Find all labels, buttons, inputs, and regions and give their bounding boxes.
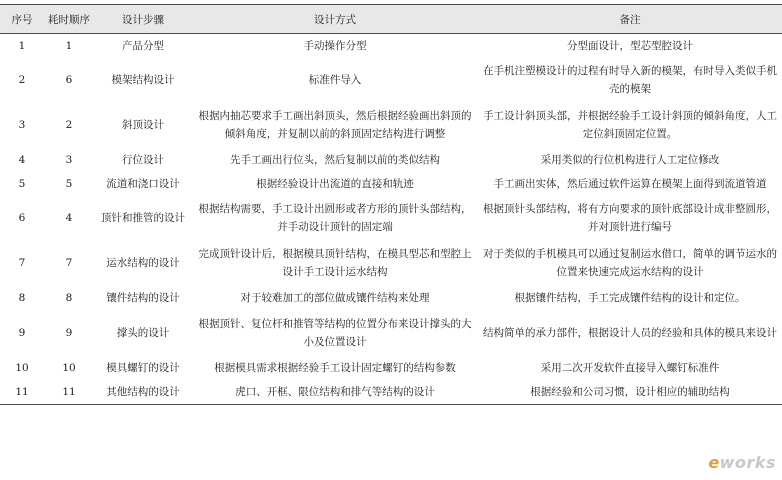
cell-remarks: 根据镶件结构，手工完成镶件结构的设计和定位。 (514, 292, 746, 304)
cell-time-order: 7 (65, 257, 73, 269)
cell-design-method: 根据顶针、复位杆和推管等结构的位置分布来设计撑头的大小及位置设计 (198, 318, 472, 348)
cell-time-order: 9 (65, 327, 73, 339)
cell-remarks: 手工设计斜顶头部，并根据经验手工设计斜顶的倾斜角度，人工定位斜顶固定位置。 (483, 110, 777, 140)
cell-design-method: 根据内抽芯要求手工画出斜顶头，然后根据经验画出斜顶的倾斜角度，并复制以前的斜顶固定结构进行调整 (198, 110, 472, 140)
cell-design-method: 手动操作分型 (303, 40, 367, 52)
cell-design-method: 根据经验设计出流道的直接和轨迹 (256, 178, 414, 190)
cell-time-order: 5 (65, 178, 73, 190)
cell-index: 3 (18, 119, 26, 131)
cell-remarks: 手工画出实体，然后通过软件运算在模架上面得到流道管道 (493, 178, 767, 190)
cell-remarks: 分型面设计，型芯型腔设计 (567, 40, 693, 52)
table-row (0, 196, 782, 240)
table-header-row (0, 5, 782, 34)
cell-remarks: 根据顶针头部结构，将有方向要求的顶针底部设计成非整圆形，并对顶针进行编号 (483, 203, 777, 233)
cell-remarks: 采用类似的行位机构进行人工定位修改 (540, 154, 720, 166)
cell-index: 11 (0, 380, 44, 405)
cell-design-method: 虎口、开框、限位结构和排气等结构的设计 (192, 380, 478, 405)
header-time-order: 耗时顺序 (44, 5, 94, 34)
cell-design-step: 行位设计 (122, 154, 164, 166)
cell-time-order: 2 (65, 119, 73, 131)
eworks-watermark: eworks (708, 453, 776, 472)
cell-time-order: 4 (65, 212, 73, 224)
cell-index: 4 (18, 154, 26, 166)
cell-design-step: 流道和浇口设计 (106, 178, 180, 190)
cell-index: 6 (18, 212, 26, 224)
header-design-step: 设计步骤 (94, 5, 192, 34)
design-steps-table (0, 4, 782, 405)
cell-index: 8 (18, 292, 26, 304)
cell-design-method: 根据模具需求根据经验手工设计固定螺钉的结构参数 (214, 362, 456, 374)
header-design-method: 设计方式 (192, 5, 478, 34)
cell-design-step: 顶针和推管的设计 (101, 212, 185, 224)
cell-remarks: 在手机注塑模设计的过程有时导入新的模架，有时导入类似手机壳的模架 (483, 65, 777, 95)
cell-index: 1 (18, 40, 26, 52)
table-row (0, 34, 782, 59)
cell-index: 7 (18, 257, 26, 269)
table-row (0, 148, 782, 172)
cell-design-method: 先手工画出行位头，然后复制以前的类似结构 (230, 154, 440, 166)
table-row (0, 172, 782, 196)
cell-index: 2 (18, 74, 26, 86)
cell-design-step: 模具螺钉的设计 (106, 362, 180, 374)
header-remarks: 备注 (478, 5, 782, 34)
cell-design-step: 撑头的设计 (116, 327, 170, 339)
cell-index: 5 (18, 178, 26, 190)
table-row (0, 102, 782, 148)
cell-remarks: 采用二次开发软件直接导入螺钉标准件 (540, 362, 720, 374)
cell-remarks: 对于类似的手机模具可以通过复制运水借口，简单的调节运水的位置来快速完成运水结构的设计 (483, 248, 777, 278)
cell-time-order: 6 (65, 74, 73, 86)
table-row (0, 240, 782, 286)
cell-index: 10 (15, 362, 29, 374)
cell-time-order: 10 (62, 362, 76, 374)
cell-time-order: 1 (65, 40, 73, 52)
cell-design-method: 根据结构需要，手工设计出圆形或者方形的顶针头部结构，并手动设计顶针的固定端 (198, 203, 472, 233)
cell-design-step: 斜顶设计 (122, 119, 164, 131)
table-row (0, 310, 782, 356)
cell-design-step: 镶件结构的设计 (106, 292, 180, 304)
cell-time-order: 3 (65, 154, 73, 166)
cell-design-step: 运水结构的设计 (106, 257, 180, 269)
table-row (0, 286, 782, 310)
cell-time-order: 8 (65, 292, 73, 304)
table-row (0, 58, 782, 102)
cell-design-method: 标准件导入 (308, 74, 362, 86)
cell-remarks: 结构简单的承力部件，根据设计人员的经验和具体的模具来设计 (483, 327, 777, 339)
cell-index: 9 (18, 327, 26, 339)
header-index: 序号 (0, 5, 44, 34)
table-row (0, 356, 782, 380)
cell-remarks: 根据经验和公司习惯，设计相应的辅助结构 (478, 380, 782, 405)
cell-design-step: 模架结构设计 (111, 74, 175, 86)
cell-time-order: 11 (44, 380, 94, 405)
cell-design-method: 完成顶针设计后，根据模具顶针结构，在模具型芯和型腔上设计手工设计运水结构 (198, 248, 472, 278)
cell-design-method: 对于较难加工的部位做成镶件结构来处理 (240, 292, 430, 304)
cell-design-step: 产品分型 (122, 40, 164, 52)
cell-design-step: 其他结构的设计 (94, 380, 192, 405)
table-row (0, 380, 782, 405)
